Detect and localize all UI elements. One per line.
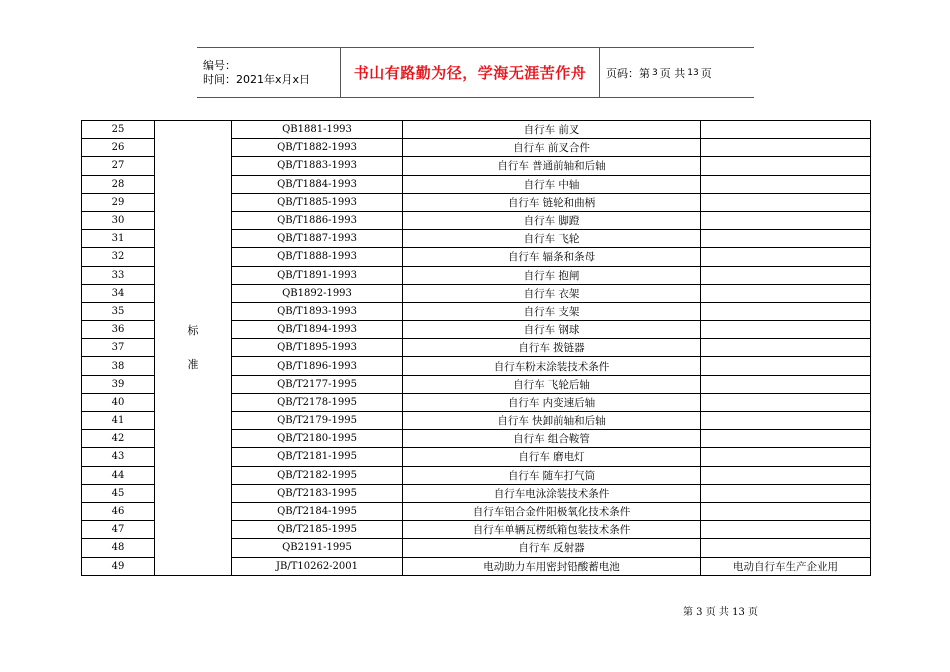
standard-code: QB/T1895-1993 <box>232 339 403 357</box>
standard-note <box>701 484 871 502</box>
standard-name: 自行车 飞轮 <box>403 230 701 248</box>
standard-name: 自行车 随车打气筒 <box>403 466 701 484</box>
standard-code: QB/T1894-1993 <box>232 321 403 339</box>
row-number: 27 <box>82 157 155 175</box>
standard-code: QB/T2184-1995 <box>232 502 403 520</box>
standard-name: 自行车 拨链器 <box>403 339 701 357</box>
standard-name: 自行车粉末涂装技术条件 <box>403 357 701 375</box>
standard-name: 自行车 磨电灯 <box>403 448 701 466</box>
standard-code: QB/T1884-1993 <box>232 175 403 193</box>
standard-note <box>701 230 871 248</box>
page-total: 13 <box>687 67 699 78</box>
row-number: 46 <box>82 502 155 520</box>
standard-note <box>701 357 871 375</box>
row-number: 28 <box>82 175 155 193</box>
row-number: 36 <box>82 321 155 339</box>
standard-code: QB/T1887-1993 <box>232 230 403 248</box>
header-page-number <box>600 48 754 97</box>
standard-name: 自行车 快卸前轴和后轴 <box>403 412 701 430</box>
row-number: 48 <box>82 539 155 557</box>
standard-note <box>701 193 871 211</box>
row-number: 37 <box>82 339 155 357</box>
row-number: 47 <box>82 521 155 539</box>
standard-note <box>701 321 871 339</box>
standard-code: QB/T1896-1993 <box>232 357 403 375</box>
standard-note <box>701 466 871 484</box>
standard-name: 自行车 钢球 <box>403 321 701 339</box>
header-motto: 书山有路勤为径，学海无涯苦作舟 <box>340 48 600 97</box>
standard-code: QB/T1885-1993 <box>232 193 403 211</box>
standard-code: QB/T2185-1995 <box>232 521 403 539</box>
standard-code: QB/T1886-1993 <box>232 211 403 229</box>
standard-name: 自行车 前叉合件 <box>403 139 701 157</box>
row-number: 35 <box>82 302 155 320</box>
standards-table <box>81 120 871 576</box>
row-number: 32 <box>82 248 155 266</box>
standard-name: 自行车 内变速后轴 <box>403 393 701 411</box>
standard-note <box>701 139 871 157</box>
standard-note <box>701 412 871 430</box>
standard-code: QB/T2180-1995 <box>232 430 403 448</box>
time-label: 时间：2021年x月x日 <box>203 72 311 86</box>
standard-code: QB/T2179-1995 <box>232 412 403 430</box>
row-number: 42 <box>82 430 155 448</box>
category-cell <box>155 121 232 576</box>
standard-code: QB/T1883-1993 <box>232 157 403 175</box>
standard-note <box>701 375 871 393</box>
page-header <box>197 47 754 98</box>
row-number: 33 <box>82 266 155 284</box>
row-number: 26 <box>82 139 155 157</box>
row-number: 34 <box>82 284 155 302</box>
standard-note <box>701 430 871 448</box>
standard-name: 自行车 脚蹬 <box>403 211 701 229</box>
table-row <box>82 121 871 139</box>
standard-code: QB/T2182-1995 <box>232 466 403 484</box>
row-number: 39 <box>82 375 155 393</box>
standard-note <box>701 539 871 557</box>
standard-name: 自行车单辆瓦楞纸箱包装技术条件 <box>403 521 701 539</box>
standard-note: 电动自行车生产企业用 <box>701 557 871 575</box>
header-meta <box>197 48 340 97</box>
standard-code: QB/T2183-1995 <box>232 484 403 502</box>
standard-name: 自行车电泳涂装技术条件 <box>403 484 701 502</box>
standard-note <box>701 121 871 139</box>
row-number: 43 <box>82 448 155 466</box>
standard-name: 自行车铝合金件阳极氧化技术条件 <box>403 502 701 520</box>
standard-code: JB/T10262-2001 <box>232 557 403 575</box>
row-number: 31 <box>82 230 155 248</box>
standard-note <box>701 302 871 320</box>
row-number: 40 <box>82 393 155 411</box>
standard-name: 电动助力车用密封铅酸蓄电池 <box>403 557 701 575</box>
page-current: 3 <box>652 67 658 78</box>
standard-note <box>701 521 871 539</box>
standards-table-body <box>82 121 871 576</box>
row-number: 41 <box>82 412 155 430</box>
standard-name: 自行车 组合鞍管 <box>403 430 701 448</box>
standard-name: 自行车 支架 <box>403 302 701 320</box>
standard-name: 自行车 前叉 <box>403 121 701 139</box>
standard-code: QB/T1882-1993 <box>232 139 403 157</box>
page-label-mid: 页 共 <box>659 66 686 80</box>
row-number: 45 <box>82 484 155 502</box>
standard-code: QB2191-1995 <box>232 539 403 557</box>
standard-code: QB/T1888-1993 <box>232 248 403 266</box>
standard-note <box>701 339 871 357</box>
page-footer: 第 3 页 共 13 页 <box>683 607 758 618</box>
row-number: 44 <box>82 466 155 484</box>
category-char: 标 <box>187 323 199 337</box>
standard-note <box>701 393 871 411</box>
standard-name: 自行车 衣架 <box>403 284 701 302</box>
standard-name: 自行车 辐条和条母 <box>403 248 701 266</box>
standard-name: 自行车 飞轮后轴 <box>403 375 701 393</box>
standard-name: 自行车 普通前轴和后轴 <box>403 157 701 175</box>
standard-code: QB/T2178-1995 <box>232 393 403 411</box>
standard-note <box>701 448 871 466</box>
standard-note <box>701 248 871 266</box>
standard-note <box>701 175 871 193</box>
standard-name: 自行车 中轴 <box>403 175 701 193</box>
row-number: 29 <box>82 193 155 211</box>
row-number: 25 <box>82 121 155 139</box>
standard-code: QB/T2181-1995 <box>232 448 403 466</box>
standard-name: 自行车 链轮和曲柄 <box>403 193 701 211</box>
standard-code: QB/T1893-1993 <box>232 302 403 320</box>
standard-note <box>701 284 871 302</box>
category-char: 准 <box>187 357 199 371</box>
row-number: 38 <box>82 357 155 375</box>
standard-name: 自行车 反射器 <box>403 539 701 557</box>
page-label-prefix: 页码：第 <box>606 66 650 80</box>
standard-code: QB/T1891-1993 <box>232 266 403 284</box>
standard-code: QB1892-1993 <box>232 284 403 302</box>
standard-name: 自行车 抱闸 <box>403 266 701 284</box>
standard-note <box>701 502 871 520</box>
page-label-suffix: 页 <box>700 66 712 80</box>
number-label: 编号： <box>203 58 236 72</box>
row-number: 49 <box>82 557 155 575</box>
standard-code: QB/T2177-1995 <box>232 375 403 393</box>
row-number: 30 <box>82 211 155 229</box>
standard-note <box>701 266 871 284</box>
standard-note <box>701 157 871 175</box>
standard-code: QB1881-1993 <box>232 121 403 139</box>
standard-note <box>701 211 871 229</box>
